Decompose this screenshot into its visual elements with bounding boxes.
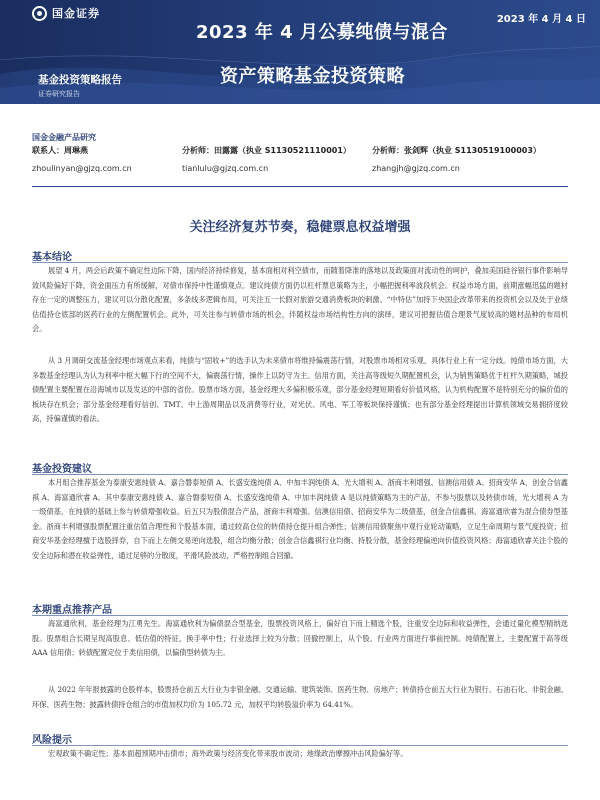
analyst-block (32, 132, 572, 177)
section-divider (32, 615, 568, 616)
section-divider (32, 745, 568, 746)
section-title-basic: 基本结论 (32, 252, 72, 263)
analyst-divider (32, 186, 568, 187)
analyst2-email[interactable]: zhangjh@gjzq.com.cn (372, 164, 460, 173)
section-divider (32, 262, 568, 263)
brand-logo (32, 5, 100, 21)
analyst1-email[interactable]: tianlulu@gjzq.com.cn (182, 164, 269, 173)
section-title-advice: 基金投资建议 (32, 464, 92, 475)
section-divider (32, 474, 568, 475)
report-title-line1: 2023 年 4 月公募纯债与混合 (196, 22, 448, 43)
report-type: 基金投资策略报告 (38, 74, 122, 86)
risk-paragraph-1: 宏观政策不确定性；基本面超预期冲击债市；海外政策与经济变化带来股市波动；地缘政治摩擦冲击风险偏好等。 (48, 749, 408, 758)
section-title-risk: 风险提示 (32, 735, 72, 746)
brand-logo-icon (32, 6, 47, 21)
basic-paragraph-1: 展望 4 月，两会后政策不确定性边际下降，国内经济持续修复，基本面相对利空债市，而随着降准的落地以及政策面对流动性的呵护，叠加美国硅谷银行事件影响导致风险偏好下降，资金面压力有所缓解，对债市保持中性谨慎观点。建议纯债方面仍以杠杆票息策略为主，小幅把握利率波段机会。权益市场方面，前期涨幅迅猛的题材存在一定的调整压力，建议可以分散化配置，多条线多逻辑布局，可关注五一长假对旅游交通消费板块的刺激、“中特估”加持下央国企改革带来的投资机会以及处于业绩估值持仓底部的医药行业的左侧配置机会。此外，可关注参与转债市场的机会，伴随权益市场结构性方向的演绎，建议可把握估值合理景气度较高的题材品种的布局机会。 (32, 266, 568, 334)
brand-name: 国金证券 (52, 7, 100, 20)
focus-paragraph-1: 海富通欣利，基金经理为江勇先生。海富通欣利为偏债混合型基金，股票投资风格上，偏好自下而上精选个股，注重安全边际和收益弹性，会通过量化模型精纳选股。股票组合长期呈现高股息、低估值的特征，换手率中性；行业选择上较为分散；回撤控制上，从个股、行业两方面进行事前控制。纯债配置上，主要配置于高等级 AAA 信用债；转债配置定位于类信用债，以偏债型转债为主。 (32, 619, 568, 658)
contact-email[interactable]: zhoulinyan@gjzq.com.cn (32, 164, 132, 173)
section-title-focus: 本期重点推荐产品 (32, 605, 112, 616)
advice-paragraph-1: 本月组合推荐基金为泰康安惠纯债 A、嘉合磐泰短债 A、长盛安逸纯债 A、中加丰润纯债 A、光大增利 A、浙商丰利增强、信澳信用债 A、招商安华 A、创金合信鑫祺 A、海富通欣睿 A。其中泰康安惠纯债 A、嘉合磐泰短债 A、长盛安逸纯债 A、中加丰润纯债 A 是以纯债策略为主的产品，不参与股票以及转债市场，光大增利 A 为一级债基，在纯债的基础上参与转债增强收益。后五只为股债混合产品，浙商丰利增强、信澳信用债、招商安华为二级债基，创金合信鑫祺、海富通欣睿为混合债券型基金。浙商丰利增强股票配置注重估值合理性和个股基本面，通过较高仓位的转债持仓提升组合弹性；信澳信用债聚焦中观行业轮动策略，立足生命周期与景气度投资；招商安华基金经理擅于选股择券，自下而上左侧交易逆向选股，组合均衡分散；创金合信鑫祺行业均衡、持股分散，基金经理偏逆向价值投资风格；海富通欣睿关注个股的安全边际和潜在收益弹性，通过足够的分散度，平滑风险波动，严格控制组合回撤。 (32, 478, 568, 560)
basic-paragraph-2: 从 3 月调研交流基金经理市场观点来看，纯债与“固收+”的选手认为未来债市将维持偏震荡行情，对股票市场相对乐观，具体行业上有一定分歧。纯债市场方面，大多数基金经理认为认为利率中枢大幅下行的空间不大，偏震荡行情，操作上以防守为主。信用方面，关注高等级短久期配置机会，认为销售策略优于杠杆久期策略，城投债配置主要配置在沿海城市以及发达的中部的省份。股票市场方面，基金经理大多偏积极乐观，部分基金经理短期看好价值风格，认为机构配置不是特别充分的偏价值的板块存在机会；部分基金经理看好信创、TMT、中上游周期品以及消费等行业，对光伏、风电、军工等板块保持谨慎；也有部分基金经理提出计算机领域交易拥挤度较高，持偏谨慎的看法。 (32, 356, 568, 424)
report-banner (0, 0, 600, 104)
report-date: 2023 年 4 月 4 日 (496, 14, 586, 25)
report-title-line2: 资产策略基金投资策略 (220, 66, 405, 87)
focus-paragraph-2: 从 2022 年年报披露的仓股样本，股票持仓前五大行业为非银金融、交通运输、建筑装饰、医药生物、房地产；转债持仓前五大行业为银行、石油石化、非银金融、环保、医药生物；披露转债持仓组合的市值加权均价为 105.72 元，加权平均转股溢价率为 64.41%。 (32, 685, 568, 709)
analyst1-name: 分析师：田露露（执业 S1130521110001） (182, 146, 351, 155)
report-subtype: 证券研究报告 (38, 90, 80, 98)
department-name: 国金金融产品研究 (32, 133, 96, 142)
contact-name: 联系人：周琳燕 (32, 146, 88, 155)
analyst2-name: 分析师：张剑辉（执业 S1130519100003） (372, 146, 541, 155)
report-headline: 关注经济复苏节奏，稳健票息权益增强 (189, 220, 411, 235)
